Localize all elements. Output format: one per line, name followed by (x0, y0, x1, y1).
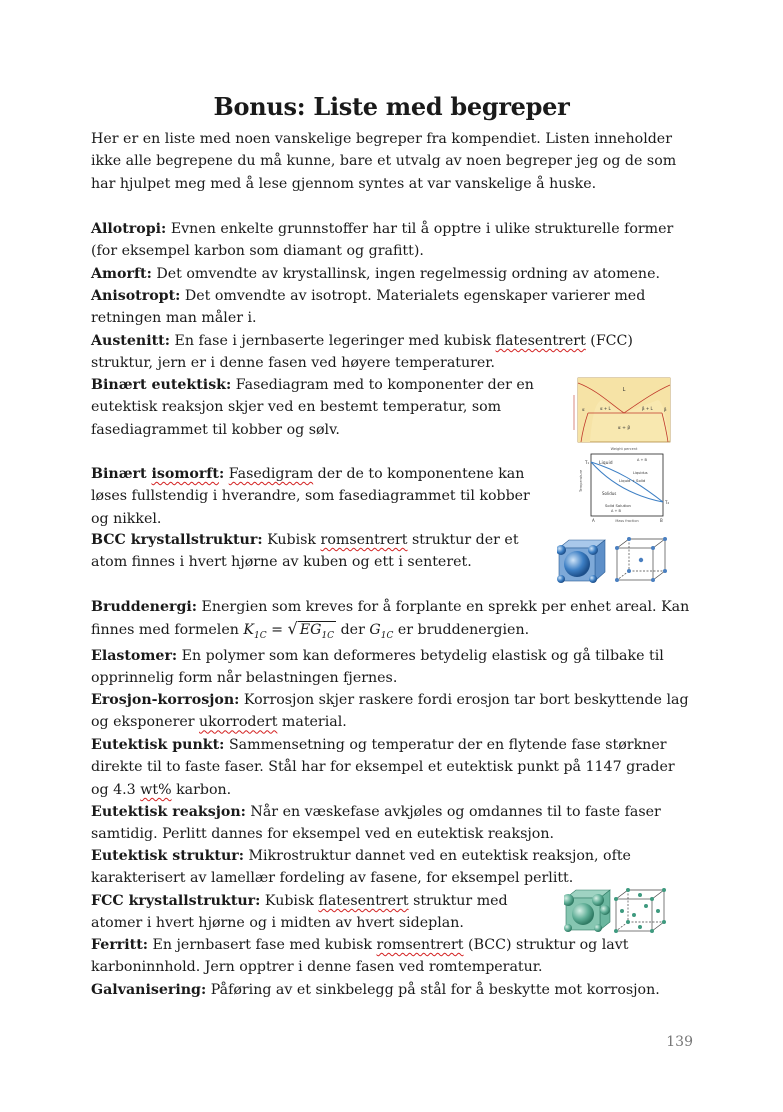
entry-allotropi (91, 218, 693, 263)
label-alpha: α (582, 407, 585, 412)
term-definition-cont: (BCC) struktur og lavt karboninnhold. Jern opptrer i denne fasen ved romtemperatur. (91, 937, 629, 976)
formula-radicand-sub: 1C (321, 631, 335, 642)
x-axis-label: Mass fraction (615, 519, 639, 523)
corner-atom (592, 894, 604, 906)
entry-eutektisk-punkt (91, 734, 693, 801)
term-definition: Evnen enkelte grunnstoffer har til å opptre i ulike strukturelle former (for eksempel karbon som diamant og grafitt). (91, 221, 674, 260)
label-alpha-beta: α + β (617, 426, 631, 431)
label-liquid: Liquid (599, 461, 613, 466)
term-label: Eutektisk punkt: (91, 737, 225, 753)
term-definition-cont: struktur der et atom finnes i hvert hjørne av kuben og ett i senteret. (91, 532, 519, 571)
formula-k-sub: 1C (254, 631, 267, 642)
label-liquid-ab: A + B (637, 458, 647, 462)
x-axis-label: Weight percent (610, 447, 638, 451)
spellcheck-word: Fasedigram (228, 466, 314, 482)
bcc-sphere-model-figure (557, 538, 607, 583)
term-label: Bruddenergi: (91, 599, 198, 615)
term-definition: Når en væskefase avkjøles og omdannes til to faste faser samtidig. Perlitt dannes for eksempel ved en eutektisk reaksjon. (91, 804, 661, 843)
isomorphous-phase-diagram-figure (577, 452, 672, 525)
spellcheck-word: flatesentrert (318, 893, 409, 909)
face-atom (600, 905, 610, 915)
label-beta-liquid: β + L (642, 406, 653, 411)
eutectic-phase-diagram-figure (572, 375, 674, 451)
face-atom (572, 903, 594, 925)
formula-k: K (243, 622, 254, 639)
corner-atom (594, 924, 602, 932)
term-definition: Det omvendte av krystallinsk, ingen regelmessig ordning av atomene. (156, 266, 660, 282)
entry-binaert-eutektisk (91, 374, 541, 441)
axis-label-a: A (592, 518, 595, 523)
label-solidus: Solidus (602, 491, 617, 496)
fcc-sphere-model-figure (564, 888, 612, 932)
spellcheck-word: flatesentrert (495, 333, 586, 349)
term-label: Erosjon-korrosjon: (91, 692, 240, 708)
term-definition-cont: material. (281, 714, 347, 731)
term-label: Allotropi: (91, 221, 167, 237)
term-definition: Korrosjon skjer raskere fordi erosjon tar bort beskyttende lag og eksponerer (91, 692, 689, 731)
label-solid-ab: A + B (611, 509, 621, 513)
term-label: BCC krystallstruktur: (91, 532, 263, 548)
term-definition: Sammensetning og temperatur der en flytende fase størkner direkte til to faste faser. Stål har for eksempel et eutektisk punkt på 1147 grader og 4.3 (91, 737, 675, 798)
term-definition: Kubisk (264, 893, 314, 909)
term-definition: Det omvendte av isotropt. Materialets egenskaper varierer med retningen man måler i. (91, 288, 646, 327)
term-label: FCC krystallstruktur: (91, 893, 261, 909)
term-definition: Energien som kreves for å forplante en sprekk per enhet areal. Kan finnes med formelen (91, 599, 690, 639)
corner-atom (588, 545, 598, 555)
term-definition-cont: struktur med atomer i hvert hjørne og i midten av hvert sideplan. (91, 893, 508, 932)
entry-eutektisk-reaksjon (91, 801, 693, 846)
term-definition-cont: der de to komponentene kan løses fullstendig i hverandre, som fasediagrammet til kobber og nikkel. (91, 466, 530, 527)
term-label: Anisotropt: (91, 288, 181, 304)
entry-elastomer (91, 645, 693, 690)
formula (243, 619, 336, 642)
label-t1: T₁ (585, 460, 590, 465)
corner-atom (589, 575, 597, 583)
corner-atom (564, 924, 572, 932)
formula-g-sub: 1C (380, 631, 394, 642)
term-label: Elastomer: (91, 648, 178, 664)
entry-austenitt (91, 330, 693, 375)
term-definition-mid: der (340, 622, 365, 639)
term-label: Amorft: (91, 266, 152, 282)
corner-atom (557, 575, 565, 583)
fcc-wireframe-figure (613, 887, 667, 935)
formula-equals: = (271, 622, 284, 639)
entry-galvanisering (91, 979, 693, 1001)
spellcheck-word: ukorrodert (199, 714, 278, 731)
spellcheck-word: wt% (140, 781, 172, 798)
term-definition-cont: (FCC) struktur, jern er i denne fasen ved høyere temperaturer. (91, 333, 633, 372)
term-definition: En jernbasert fase med kubisk (152, 937, 373, 953)
label-liquidus: Liquidus (633, 471, 648, 475)
entry-eutektisk-struktur (91, 845, 693, 890)
term-label: Eutektisk reaksjon: (91, 804, 246, 820)
term-definition: En polymer som kan deformeres betydelig elastisk og gå tilbake til opprinnelig form når belastningen fjernes. (91, 648, 664, 687)
bcc-wireframe-figure (613, 536, 668, 584)
label-liquid: L (622, 387, 626, 393)
formula-g (369, 622, 394, 642)
term-label (91, 466, 224, 482)
term-definition: Mikrostruktur dannet ved en eutektisk reaksjon, ofte karakterisert av lamellær fordeling av fasene, for eksempel perlitt. (91, 848, 631, 887)
term-colon: : (218, 466, 225, 482)
entry-bruddenergi (91, 596, 693, 648)
sqrt-symbol-icon: √ (287, 619, 298, 639)
formula-radicand: EG (299, 622, 322, 639)
spellcheck-word: romsentrert (320, 532, 408, 548)
term-label: Binært eutektisk: (91, 377, 232, 393)
term-definition-cont: er bruddenergien. (397, 622, 530, 639)
spellcheck-word: isomorft (151, 466, 219, 482)
entry-binaert-isomorft (91, 463, 541, 530)
page-title: Bonus: Liste med begreper (213, 92, 570, 121)
page-number: 139 (666, 1034, 693, 1050)
term-label: Eutektisk struktur: (91, 848, 244, 864)
intro-paragraph: Her er en liste med noen vanskelige begreper fra kompendiet. Listen inneholder ikke alle begrepene du må kunne, bare et utvalg av noen begreper jeg og de som har hjulpet meg med å lese gjennom syntes at var vanskelige å huske. (91, 131, 677, 192)
entry-bcc (91, 529, 541, 574)
axis-label-b: B (660, 518, 663, 523)
term-label-a: Binært (91, 466, 147, 482)
entry-fcc (91, 890, 541, 935)
label-beta: β (664, 407, 667, 412)
label-solid-solution: Solid Solution (605, 503, 631, 508)
center-atom (564, 551, 590, 577)
entry-ferritt (91, 934, 693, 979)
term-definition: Påføring av et sinkbelegg på stål for å beskytte mot korrosjon. (210, 982, 660, 998)
term-label: Austenitt: (91, 333, 170, 349)
label-t2: T₂ (665, 500, 670, 505)
entry-erosjon-korrosjon (91, 689, 693, 734)
formula-g-symbol: G (369, 622, 381, 639)
y-axis-label: Temperature (579, 469, 583, 492)
label-two-phase: Liquid + Solid (619, 478, 646, 483)
term-definition: Kubisk (267, 532, 317, 548)
spellcheck-word: romsentrert (376, 937, 464, 953)
term-definition-cont: karbon. (176, 781, 232, 798)
term-label: Ferritt: (91, 937, 149, 953)
term-definition: En fase i jernbaserte legeringer med kubisk (174, 333, 492, 349)
entry-anisotropt (91, 285, 693, 330)
label-alpha-liquid: α + L (600, 406, 611, 411)
term-label: Galvanisering: (91, 982, 207, 998)
term-definition: Fasediagram med to komponenter der en eutektisk reaksjon skjer ved en bestemt temperatur, som fasediagrammet til kobber og sølv. (91, 377, 534, 438)
entry-amorft (91, 263, 693, 285)
